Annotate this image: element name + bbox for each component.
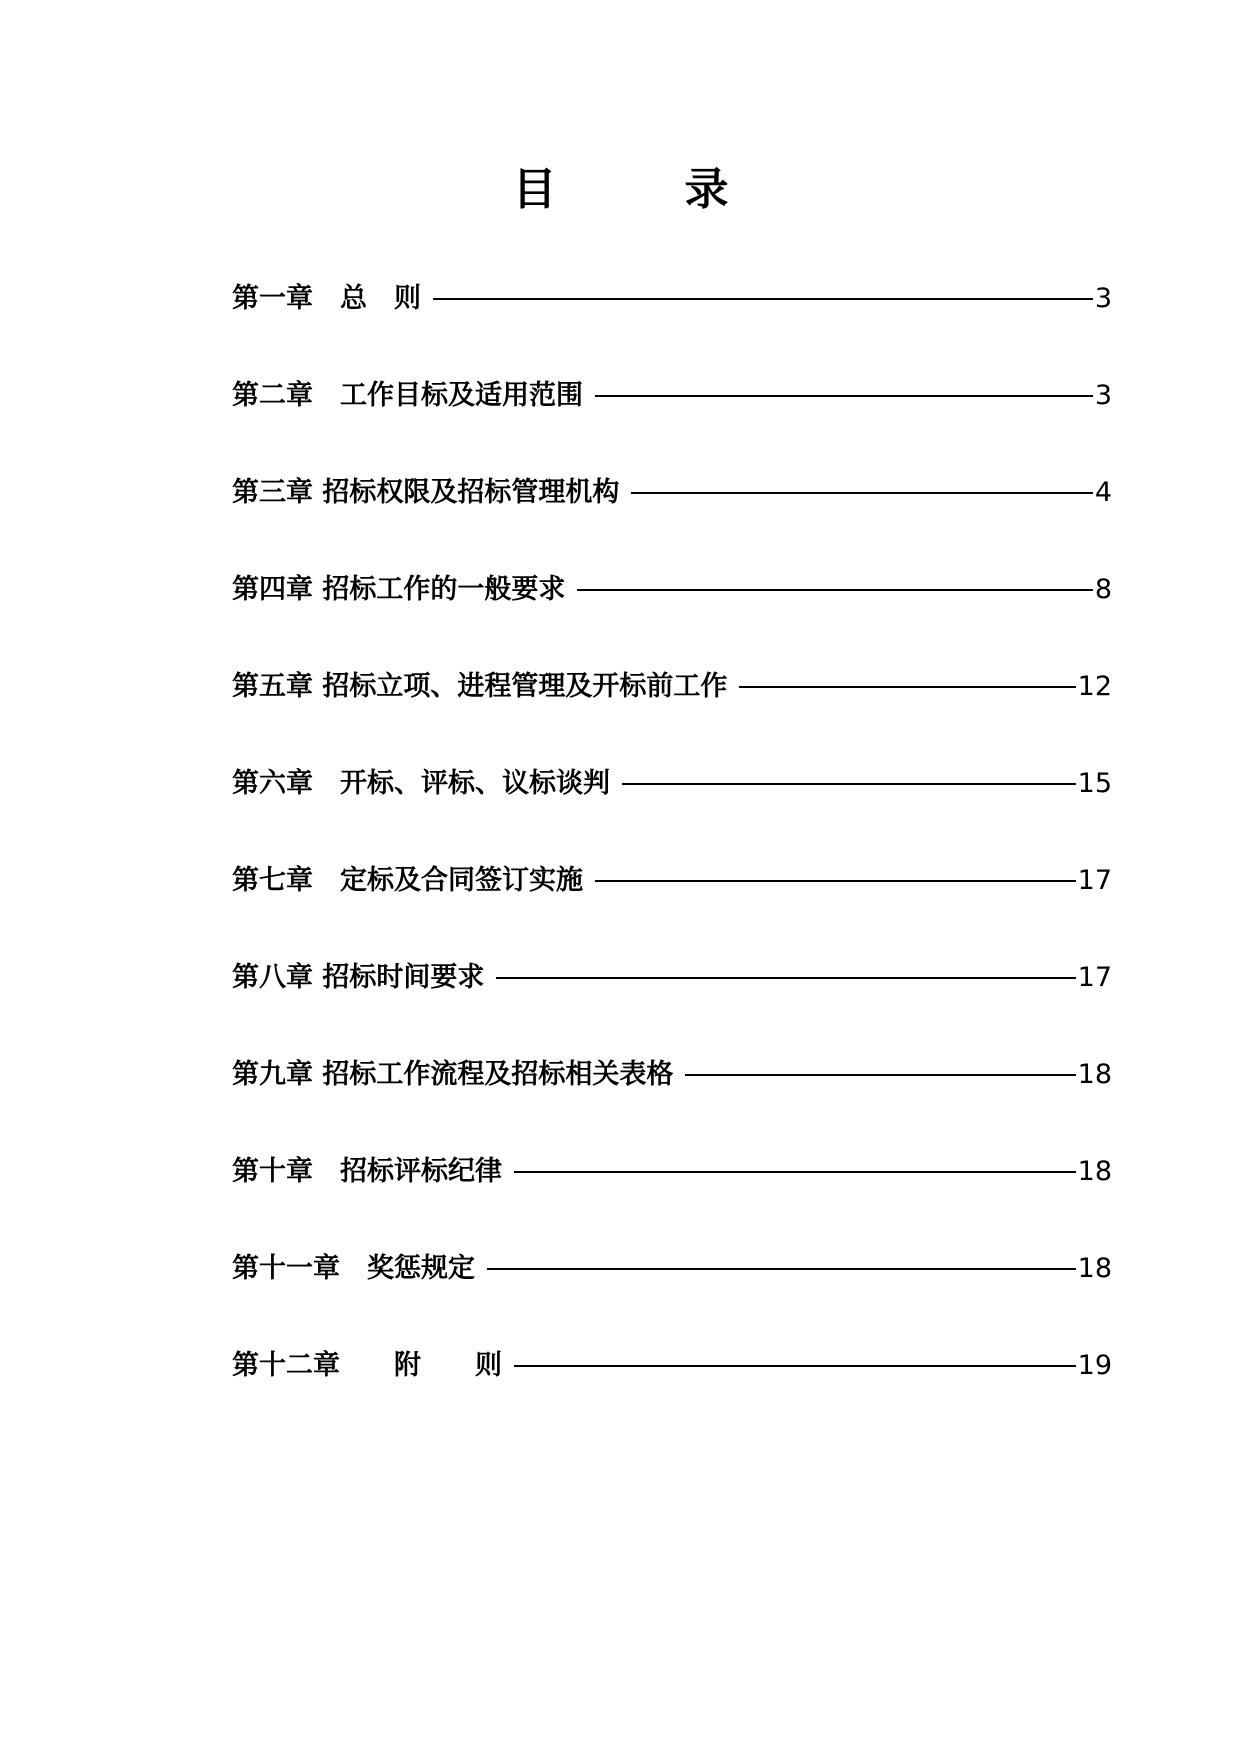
toc-page-number: 17	[1077, 865, 1112, 896]
toc-page-number: 8	[1094, 574, 1112, 605]
toc-entry	[232, 809, 1112, 906]
toc-entry-label	[232, 274, 421, 324]
toc-chapter-heading: 招标时间要求	[322, 962, 485, 993]
toc-leader-line	[577, 589, 1092, 591]
toc-chapter-number: 第五章	[232, 671, 313, 702]
toc-page-number: 19	[1077, 1350, 1112, 1381]
toc-page-number: 18	[1077, 1253, 1112, 1284]
toc-chapter-heading: 总 则	[313, 283, 421, 314]
toc-entry	[232, 712, 1112, 809]
toc-leader-line	[595, 395, 1093, 397]
toc-chapter-number: 第八章	[232, 962, 313, 993]
toc-page-number: 3	[1094, 283, 1112, 314]
toc-page-number: 17	[1077, 962, 1112, 993]
toc-leader-line	[514, 1171, 1076, 1173]
toc-page-number: 15	[1077, 768, 1112, 799]
toc-entry	[232, 324, 1112, 421]
toc-entry	[232, 421, 1112, 518]
toc-chapter-heading: 奖惩规定	[340, 1253, 475, 1284]
toc-entry	[232, 1294, 1112, 1391]
toc-chapter-number: 第一章	[232, 283, 313, 314]
toc-entry-label	[232, 468, 619, 518]
toc-entry-label	[232, 565, 565, 615]
toc-chapter-number: 第十一章	[232, 1253, 340, 1284]
toc-entry	[232, 1003, 1112, 1100]
toc-chapter-number: 第九章	[232, 1059, 313, 1090]
toc-entry	[232, 518, 1112, 615]
toc-chapter-heading: 招标工作流程及招标相关表格	[322, 1059, 674, 1090]
toc-chapter-heading: 招标评标纪律	[313, 1156, 502, 1187]
toc-leader-line	[685, 1074, 1075, 1076]
toc-entry	[232, 274, 1112, 324]
toc-chapter-heading: 开标、评标、议标谈判	[313, 768, 610, 799]
toc-entry	[232, 1197, 1112, 1294]
toc-chapter-number: 第六章	[232, 768, 313, 799]
toc-leader-line	[496, 977, 1075, 979]
toc-page-number: 12	[1077, 671, 1112, 702]
toc-entry-label	[232, 371, 583, 421]
toc-page-number: 3	[1094, 380, 1112, 411]
toc-entry	[232, 615, 1112, 712]
toc-leader-line	[631, 492, 1092, 494]
toc-page-number: 18	[1077, 1156, 1112, 1187]
toc-leader-line	[514, 1365, 1076, 1367]
toc-entry-label	[232, 1341, 502, 1391]
toc-chapter-number: 第十二章	[232, 1350, 340, 1381]
toc-leader-line	[622, 783, 1076, 785]
toc-chapter-heading: 附 则	[340, 1350, 502, 1381]
toc-leader-line	[739, 686, 1075, 688]
toc-chapter-heading: 招标工作的一般要求	[322, 574, 566, 605]
toc-entry-label	[232, 662, 727, 712]
toc-entry-label	[232, 1244, 475, 1294]
toc-entry-label	[232, 1147, 502, 1197]
toc-entry	[232, 906, 1112, 1003]
toc-entry	[232, 1100, 1112, 1197]
toc-entry-label	[232, 856, 583, 906]
toc-entry-label	[232, 759, 610, 809]
toc-chapter-heading: 定标及合同签订实施	[313, 865, 583, 896]
toc-chapter-number: 第七章	[232, 865, 313, 896]
toc-entry-label	[232, 1050, 673, 1100]
toc-chapter-number: 第三章	[232, 477, 313, 508]
toc-chapter-heading: 招标立项、进程管理及开标前工作	[322, 671, 728, 702]
toc-page-number: 4	[1094, 477, 1112, 508]
toc-chapter-number: 第十章	[232, 1156, 313, 1187]
toc-chapter-heading: 招标权限及招标管理机构	[322, 477, 620, 508]
toc-entry-label	[232, 953, 484, 1003]
table-of-contents	[232, 274, 1112, 1391]
toc-chapter-number: 第二章	[232, 380, 313, 411]
toc-page-number: 18	[1077, 1059, 1112, 1090]
toc-chapter-heading: 工作目标及适用范围	[313, 380, 583, 411]
page-title: 目 录	[512, 164, 771, 215]
toc-chapter-number: 第四章	[232, 574, 313, 605]
toc-leader-line	[487, 1268, 1076, 1270]
toc-leader-line	[433, 298, 1093, 300]
toc-leader-line	[595, 880, 1076, 882]
